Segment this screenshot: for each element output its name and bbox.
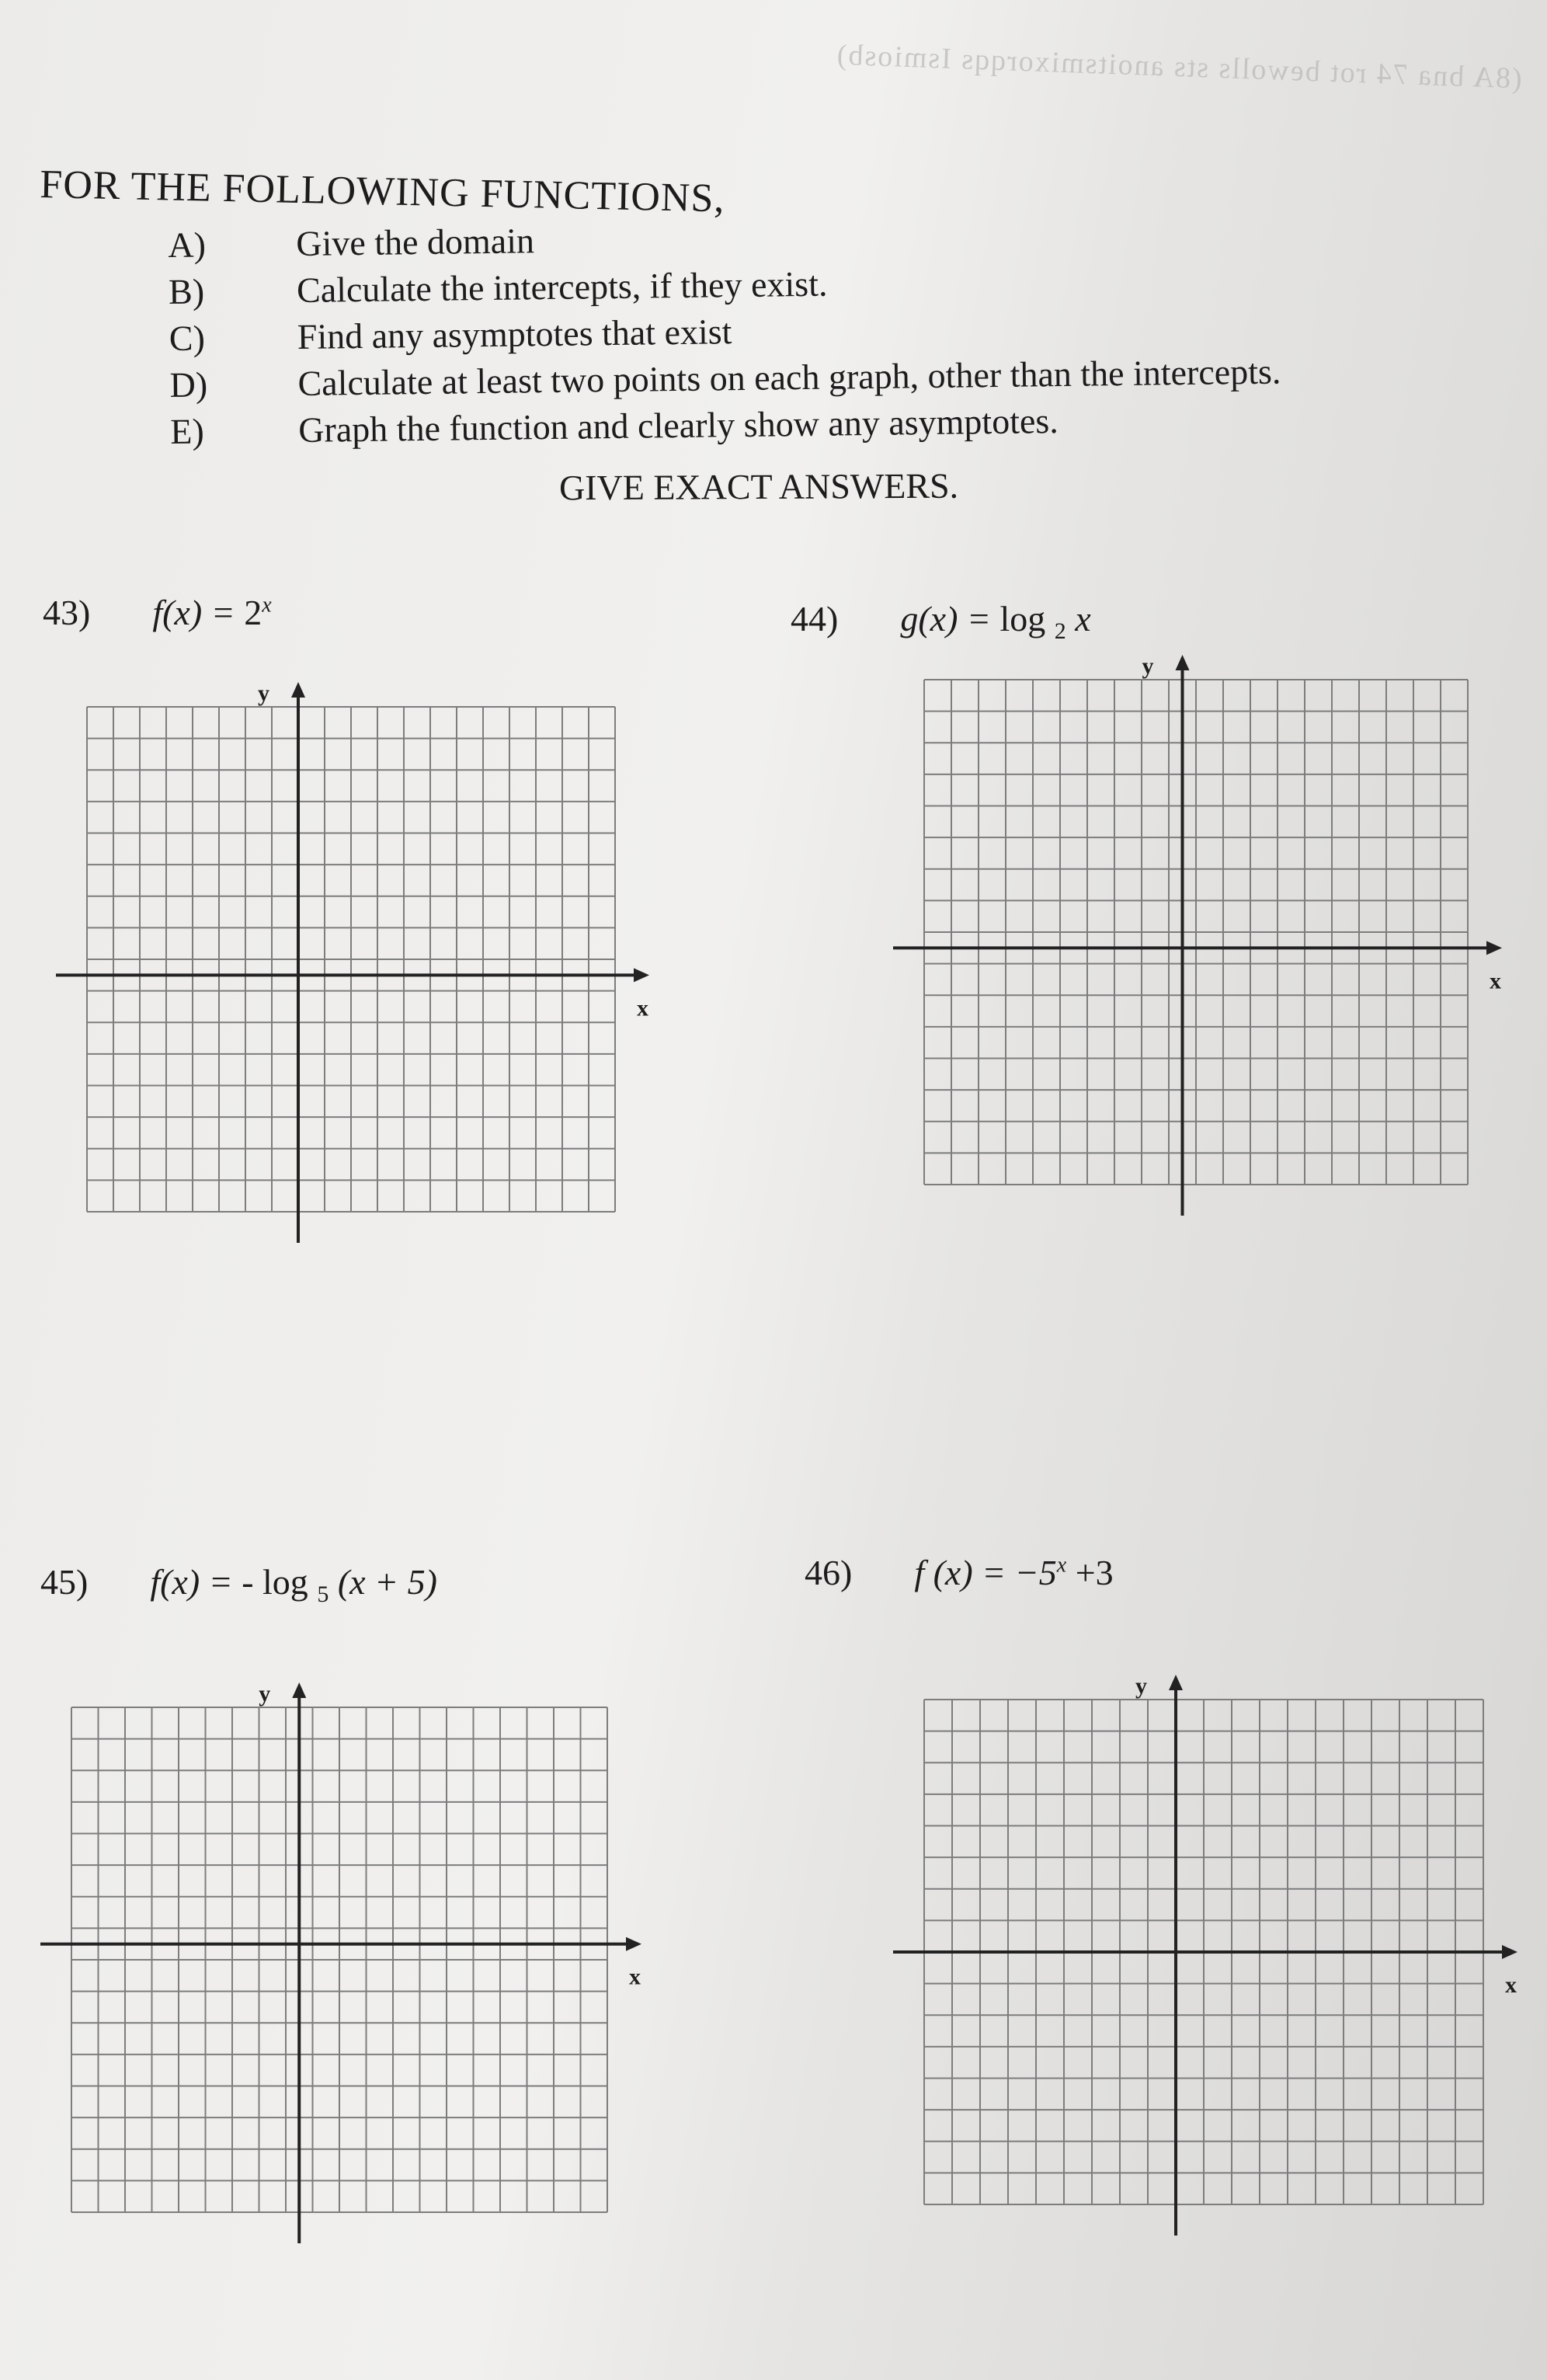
instruction-text: Give the domain (296, 221, 535, 263)
problem-43 (43, 592, 272, 633)
x-axis-arrow (1502, 1945, 1517, 1959)
problem-45 (40, 1561, 437, 1608)
coordinate-grid[interactable] (31, 1670, 652, 2284)
log-base: 2 (1054, 618, 1066, 645)
instruction-text: Graph the function and clearly show any asymptotes. (297, 401, 1059, 450)
grid-46[interactable] (878, 1662, 1522, 2284)
problem-44 (791, 598, 1091, 645)
function-rest: +3 (1066, 1553, 1114, 1592)
grid-lines (87, 707, 615, 1212)
page-heading: FOR THE FOLLOWING FUNCTIONS, (39, 162, 725, 221)
function-argument: (x + 5) (329, 1562, 437, 1602)
coordinate-grid[interactable] (878, 1662, 1522, 2284)
instruction-list (168, 209, 1281, 455)
y-axis-arrow (1176, 655, 1190, 670)
grid-43[interactable] (47, 660, 648, 1251)
function-expression (152, 592, 271, 633)
function-name: g(x) = (900, 599, 1000, 638)
instruction-label: D) (169, 364, 208, 405)
instruction-text: Calculate the intercepts, if they exist. (296, 263, 828, 310)
y-axis-label: y (1135, 1673, 1147, 1699)
instruction-label: B) (168, 271, 205, 311)
grid-lines (924, 680, 1468, 1185)
problem-number: 46) (805, 1553, 853, 1592)
instruction-label: E) (169, 411, 205, 451)
x-axis-label: x (1490, 968, 1501, 994)
grid-45[interactable] (31, 1670, 652, 2284)
problem-number: 45) (40, 1562, 89, 1602)
function-base: 2 (244, 593, 262, 632)
x-axis-arrow (1486, 941, 1502, 955)
grid-44[interactable] (885, 652, 1522, 1243)
y-axis-label: y (259, 1681, 271, 1707)
problem-number: 44) (791, 599, 839, 638)
y-axis-arrow (1169, 1675, 1183, 1690)
exact-answers-note: GIVE EXACT ANSWERS. (558, 465, 959, 508)
instruction-label: A) (168, 224, 207, 265)
function-exponent: x (1056, 1553, 1067, 1578)
function-exponent: x (262, 593, 272, 618)
bleed-through-text: (8A bna 74 rot bewolls sts anoitsmixorqqs Ismiosb) (835, 38, 1523, 96)
y-axis-arrow (292, 1682, 306, 1698)
coordinate-grid[interactable] (885, 652, 1522, 1243)
x-axis-label: x (637, 995, 648, 1021)
log-word: log (262, 1562, 318, 1602)
x-axis-arrow (626, 1937, 641, 1951)
x-axis-label: x (629, 1964, 641, 1990)
function-argument: x (1066, 599, 1091, 638)
log-base: 5 (317, 1581, 329, 1608)
y-axis-arrow (291, 682, 305, 698)
function-expression (150, 1561, 437, 1608)
grid-lines (71, 1707, 607, 2212)
log-word: log (999, 599, 1055, 638)
function-expression (900, 598, 1090, 645)
x-axis-label: x (1505, 1972, 1517, 1998)
coordinate-grid[interactable] (47, 660, 648, 1251)
problem-46 (805, 1552, 1114, 1593)
function-name: f (x) = −5 (914, 1553, 1057, 1592)
problem-number: 43) (43, 593, 91, 632)
y-axis-label: y (1142, 653, 1154, 679)
x-axis-arrow (634, 968, 649, 982)
y-axis-label: y (258, 680, 269, 706)
function-expression (914, 1552, 1113, 1593)
function-name: f(x) = - (150, 1562, 263, 1602)
instruction-text: Calculate at least two points on each graph, other than the intercepts. (297, 351, 1281, 403)
function-name: f(x) = (152, 593, 245, 632)
instruction-text: Find any asymptotes that exist (297, 311, 732, 357)
instruction-label: C) (169, 318, 206, 358)
